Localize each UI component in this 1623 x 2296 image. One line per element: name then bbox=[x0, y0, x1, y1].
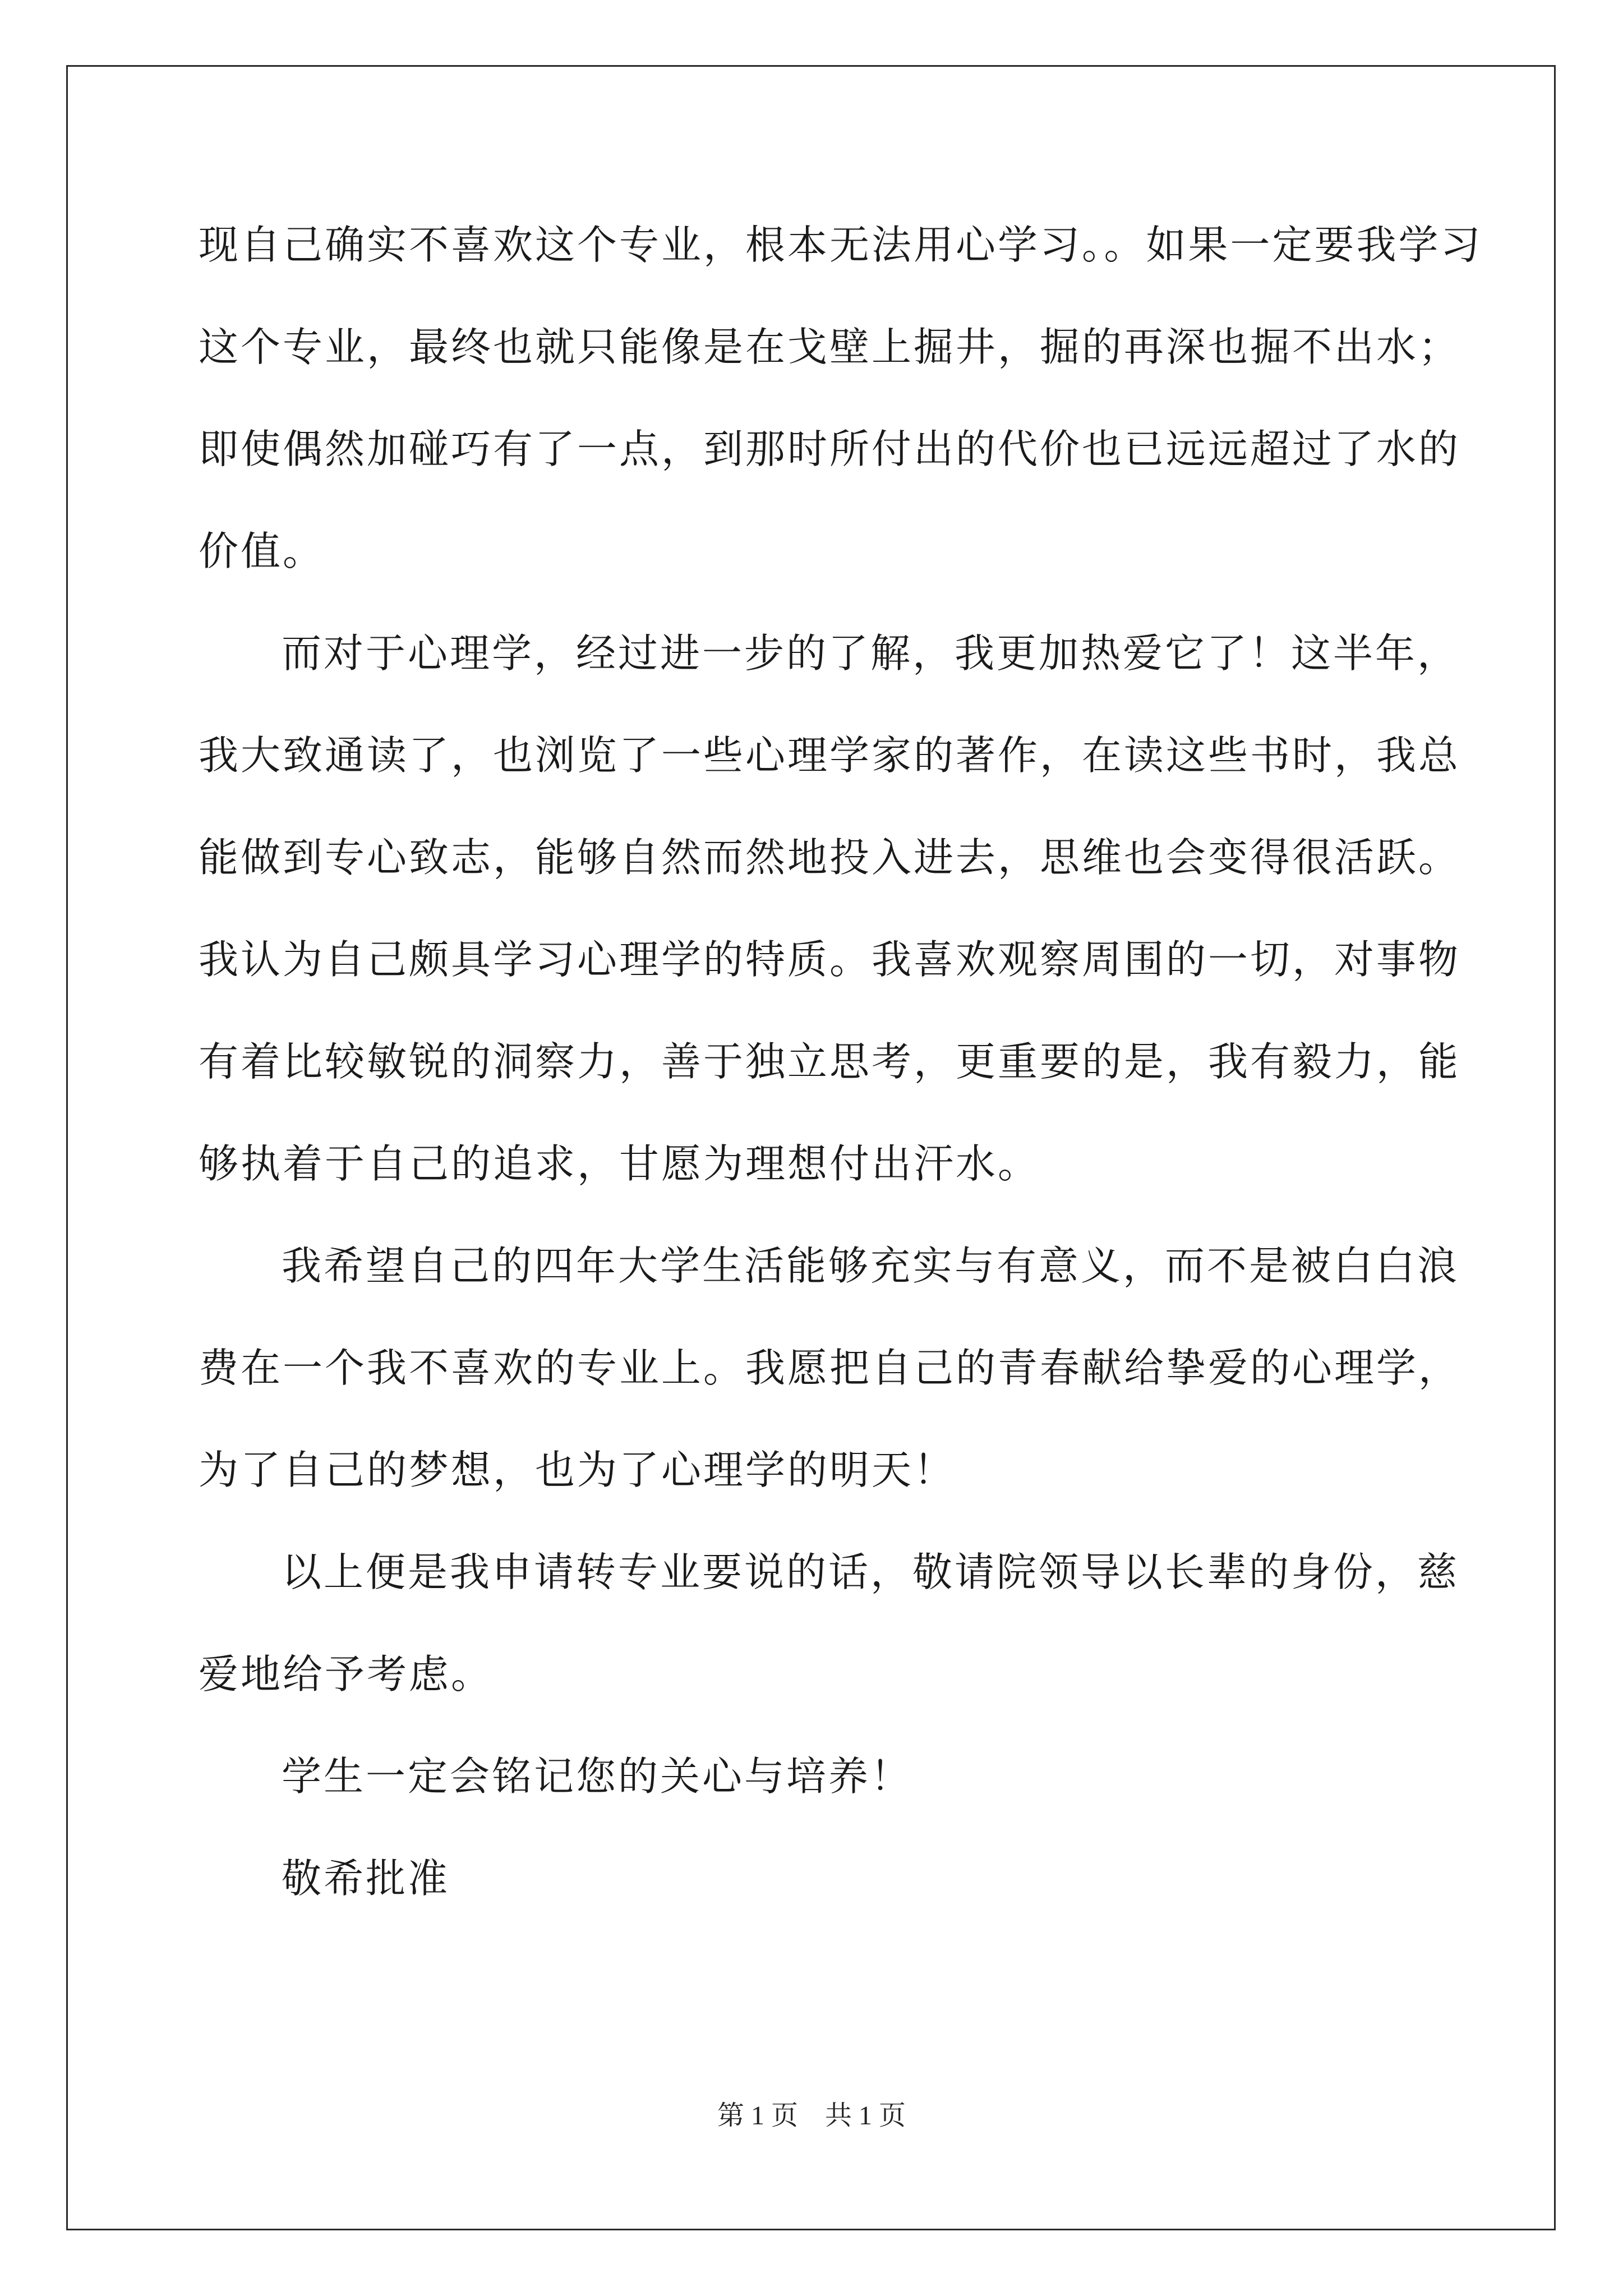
text-line: 能做到专心致志，能够自然而然地投入进去，思维也会变得很活跃。 bbox=[199, 834, 1461, 881]
text-line: 我认为自己颇具学习心理学的特质。我喜欢观察周围的一切，对事物 bbox=[199, 936, 1461, 983]
text-line: 价值。 bbox=[199, 528, 325, 574]
page-number-footer: 第 1 页 共 1 页 bbox=[717, 2101, 906, 2131]
text-line: 学生一定会铭记您的关心与培养！ bbox=[282, 1753, 913, 1800]
text-line: 够执着于自己的追求，甘愿为理想付出汗水。 bbox=[199, 1140, 1040, 1187]
text-line: 爱地给予考虑。 bbox=[199, 1651, 494, 1697]
text-line: 而对于心理学，经过进一步的了解，我更加热爱它了！这半年， bbox=[282, 630, 1460, 677]
text-line: 费在一个我不喜欢的专业上。我愿把自己的青春献给挚爱的心理学， bbox=[199, 1345, 1461, 1391]
text-line: 为了自己的梦想，也为了心理学的明天！ bbox=[199, 1447, 956, 1493]
text-line: 我大致通读了，也浏览了一些心理学家的著作，在读这些书时，我总 bbox=[199, 732, 1461, 779]
text-line: 即使偶然加碰巧有了一点，到那时所付出的代价也已远远超过了水的 bbox=[199, 426, 1461, 472]
text-line: 我希望自己的四年大学生活能够充实与有意义，而不是被白白浪 bbox=[282, 1243, 1460, 1289]
text-line: 有着比较敏锐的洞察力，善于独立思考，更重要的是，我有毅力，能 bbox=[199, 1038, 1461, 1085]
text-line: 敬希批准 bbox=[282, 1855, 450, 1902]
text-line: 以上便是我申请转专业要说的话，敬请院领导以长辈的身份，慈 bbox=[282, 1549, 1460, 1595]
text-line: 这个专业，最终也就只能像是在戈壁上掘井，掘的再深也掘不出水； bbox=[199, 324, 1461, 370]
text-line: 现自己确实不喜欢这个专业，根本无法用心学习。。如果一定要我学习 bbox=[199, 222, 1483, 268]
